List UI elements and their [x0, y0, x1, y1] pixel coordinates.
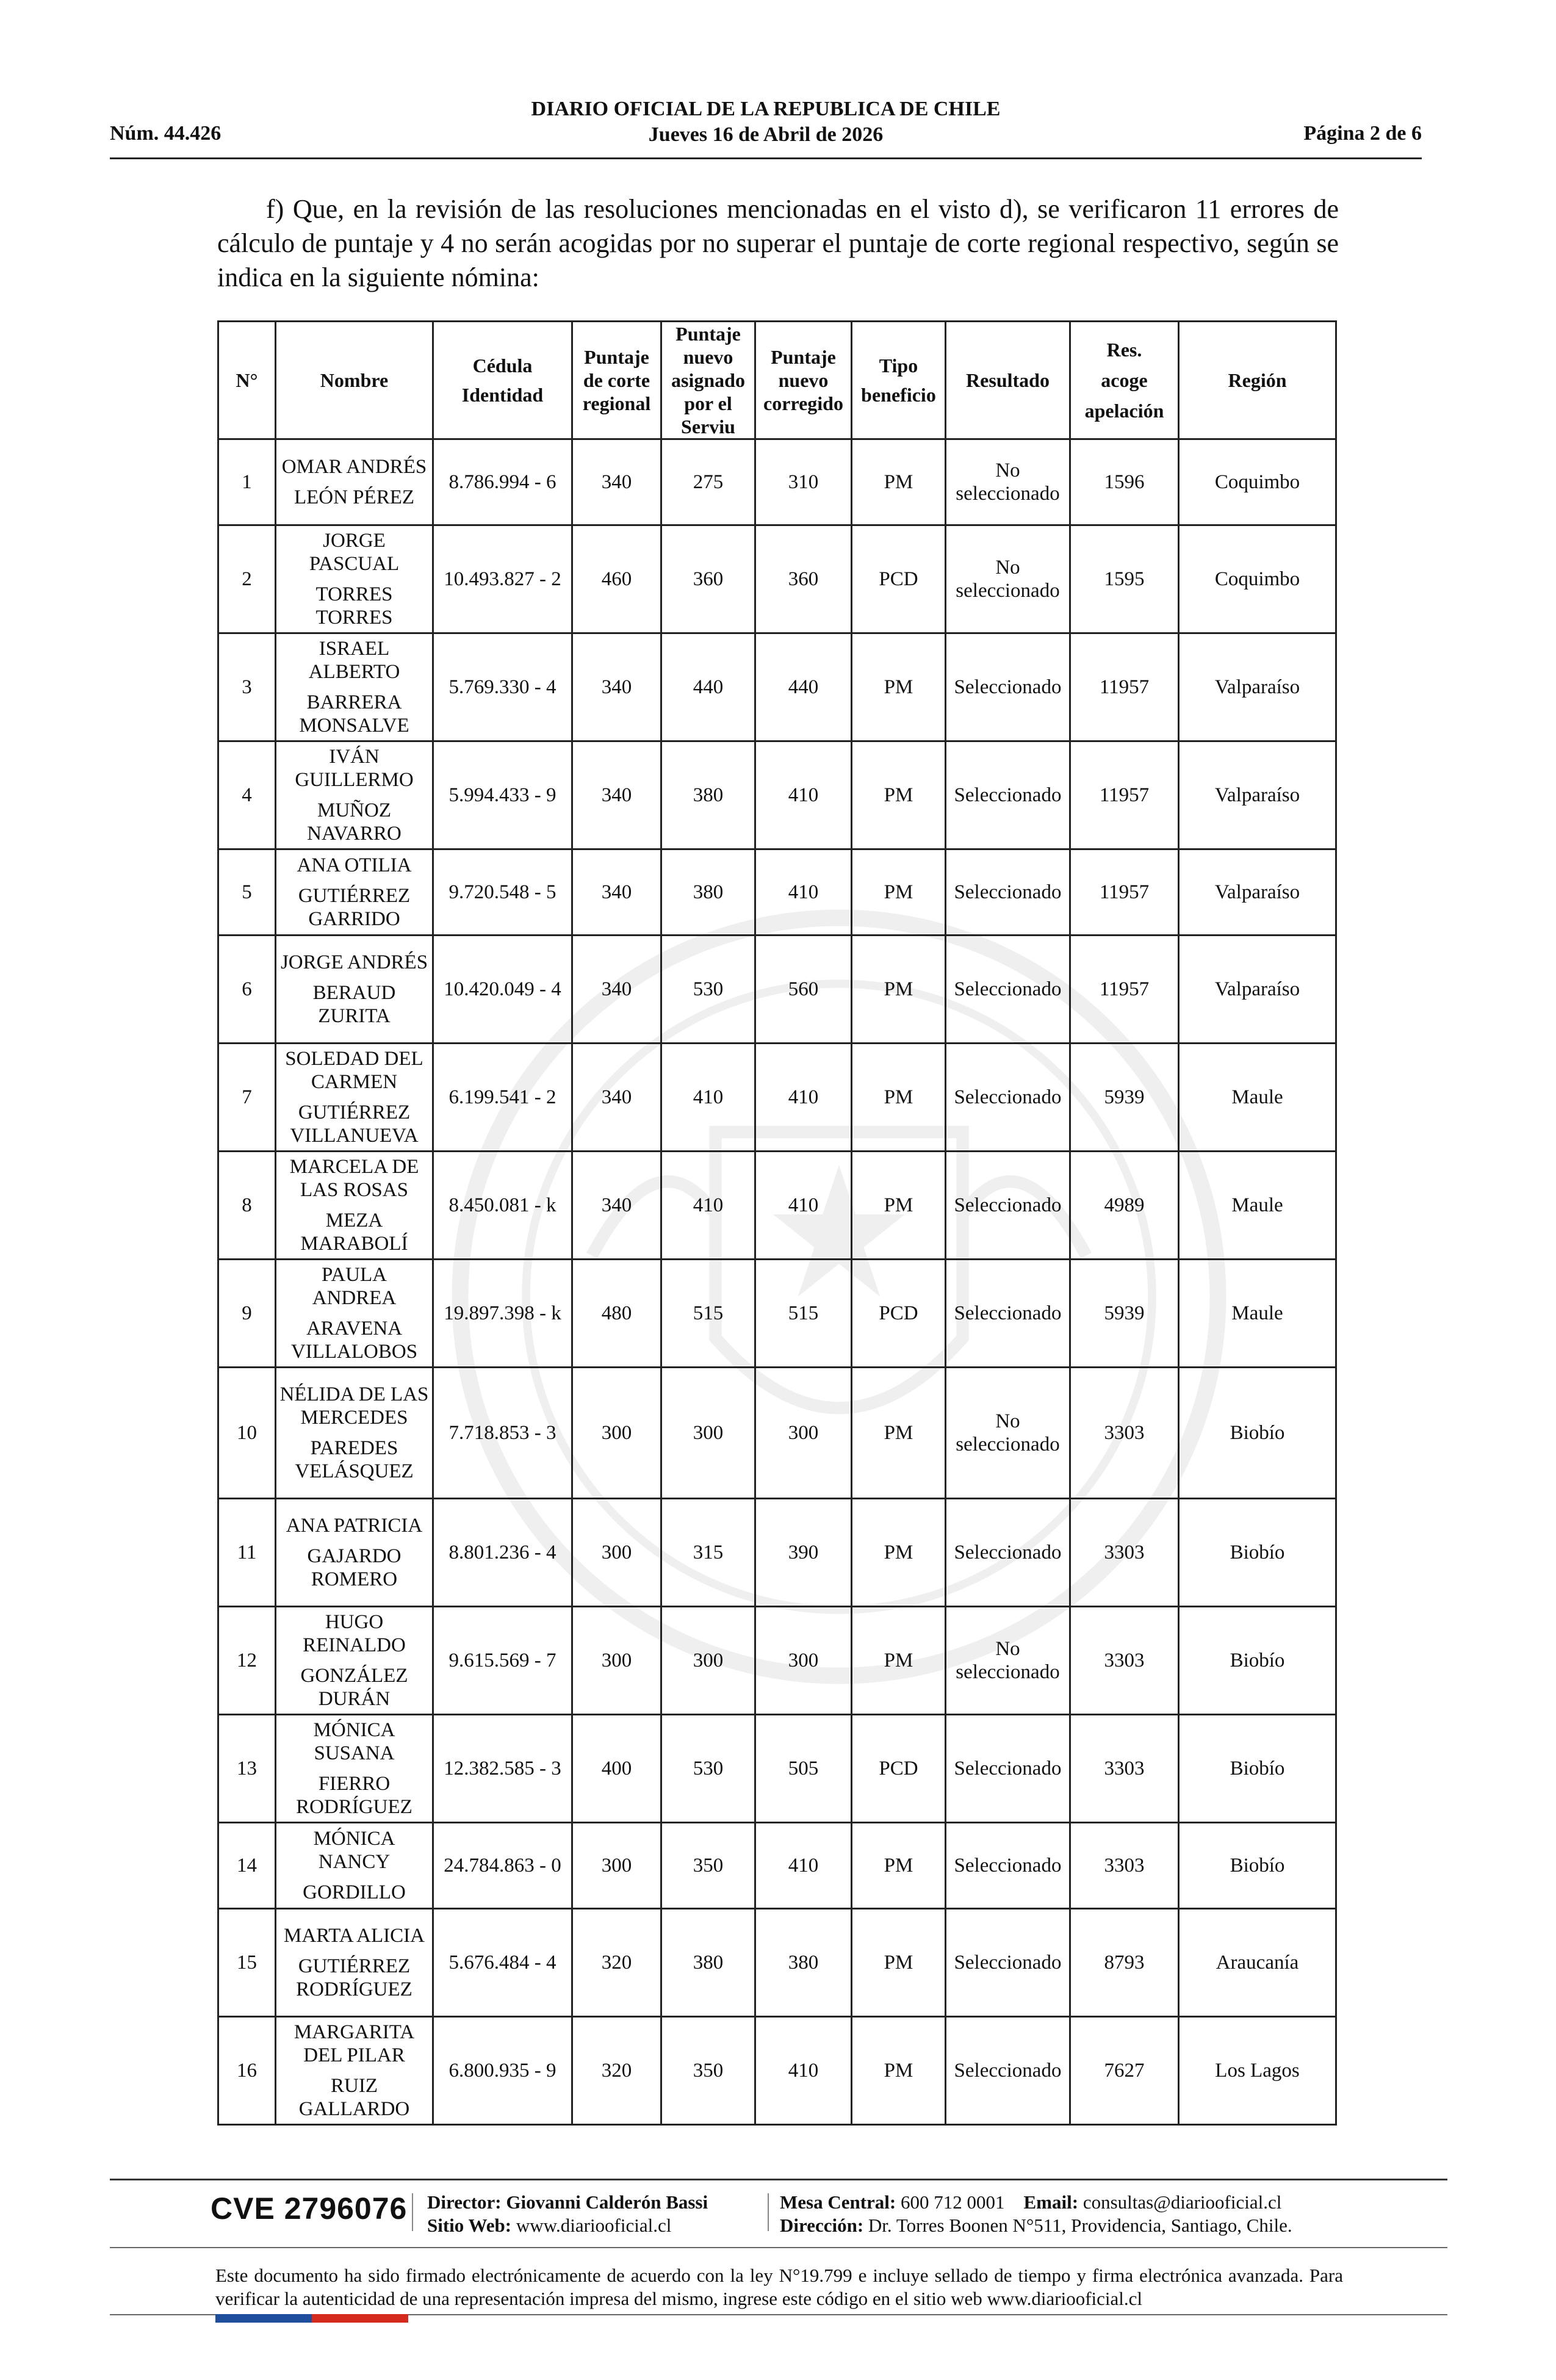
cell-cedula: 8.801.236 - 4: [433, 1499, 572, 1607]
cell-resultado: Seleccionado: [946, 1823, 1070, 1909]
cell-corregido: 390: [755, 1499, 852, 1607]
cell-region: Biobío: [1179, 1715, 1336, 1823]
table-row: [218, 1152, 1336, 1260]
cell-res: 3303: [1070, 1607, 1179, 1715]
cell-tipo: PM: [852, 1499, 946, 1607]
col-header-corte: [572, 322, 661, 439]
cell-nombre: [276, 633, 433, 741]
name-given: MARCELA DE LAS ROSAS: [289, 1156, 419, 1201]
page-header: [110, 92, 1422, 159]
name-surname: PAREDES VELÁSQUEZ: [295, 1437, 414, 1482]
cell-corregido: 440: [755, 633, 852, 741]
header-line: nuevo: [778, 369, 829, 391]
resolution-paragraph: f) Que, en la revisión de las resoluciones mencionadas en el visto d), se verificaron 11 errores de cálculo de puntaje y 4 no serán acogidas por no superar el puntaje de corte regional respectivo, según se indica en la siguiente nómina:: [217, 194, 1339, 292]
cell-region: Coquimbo: [1179, 439, 1336, 525]
name-given: NÉLIDA DE LAS MERCEDES: [279, 1383, 429, 1429]
cell-tipo: PM: [852, 1044, 946, 1152]
cell-n: 12: [218, 1607, 276, 1715]
name-given: MARGARITA DEL PILAR: [294, 2021, 415, 2066]
cell-region: Araucanía: [1179, 1909, 1336, 2017]
cell-tipo: PM: [852, 1909, 946, 2017]
table-row: [218, 936, 1336, 1044]
footer-top-rule: [110, 2179, 1447, 2180]
cell-n: 7: [218, 1044, 276, 1152]
cell-res: 3303: [1070, 1715, 1179, 1823]
director-label: Director:: [427, 2191, 502, 2213]
cell-cedula: 12.382.585 - 3: [433, 1715, 572, 1823]
cell-tipo: PM: [852, 849, 946, 936]
cell-nombre: [276, 1607, 433, 1715]
cell-nombre: [276, 439, 433, 525]
table-row: [218, 525, 1336, 633]
header-line: apelación: [1084, 400, 1164, 422]
name-surname: BERAUD ZURITA: [312, 982, 396, 1027]
cell-tipo: PM: [852, 633, 946, 741]
cell-asignado: 360: [661, 525, 755, 633]
email-link[interactable]: consultas@diariooficial.cl: [1082, 2191, 1282, 2213]
name-given: MÓNICA NANCY: [313, 1828, 395, 1873]
cell-resultado: Seleccionado: [946, 1909, 1070, 2017]
cell-resultado: Seleccionado: [946, 936, 1070, 1044]
name-surname: GONZÁLEZ DURÁN: [300, 1665, 408, 1710]
table-row: [218, 849, 1336, 936]
cell-resultado: Seleccionado: [946, 849, 1070, 936]
cell-resultado: No seleccionado: [946, 525, 1070, 633]
mesa-label: Mesa Central:: [780, 2191, 896, 2213]
cell-cedula: 7.718.853 - 3: [433, 1368, 572, 1499]
name-surname: GUTIÉRREZ GARRIDO: [298, 885, 411, 930]
name-given: ISRAEL ALBERTO: [308, 638, 400, 683]
cell-asignado: 530: [661, 1715, 755, 1823]
page-number: Página 2 de 6: [1303, 122, 1422, 145]
cell-corte: 340: [572, 1152, 661, 1260]
cell-cedula: 6.199.541 - 2: [433, 1044, 572, 1152]
cell-n: 15: [218, 1909, 276, 2017]
chile-flag-stripe-icon: [215, 2314, 408, 2323]
site-link[interactable]: www.diariooficial.cl: [516, 2215, 672, 2236]
cell-nombre: [276, 1909, 433, 2017]
cell-corte: 320: [572, 2017, 661, 2125]
cell-cedula: 9.720.548 - 5: [433, 849, 572, 936]
cell-n: 5: [218, 849, 276, 936]
flag-red-stripe: [312, 2314, 408, 2323]
table-row: [218, 633, 1336, 741]
name-surname: BARRERA MONSALVE: [299, 691, 409, 737]
flag-blue-stripe: [215, 2314, 312, 2323]
cell-asignado: 440: [661, 633, 755, 741]
cell-nombre: [276, 1260, 433, 1368]
cell-n: 1: [218, 439, 276, 525]
table-row: [218, 1607, 1336, 1715]
cell-tipo: PM: [852, 936, 946, 1044]
cell-tipo: PM: [852, 439, 946, 525]
cell-cedula: 19.897.398 - k: [433, 1260, 572, 1368]
table-row: [218, 1715, 1336, 1823]
cell-tipo: PM: [852, 741, 946, 849]
cell-corte: 320: [572, 1909, 661, 2017]
col-header-cedula: [433, 322, 572, 439]
name-given: IVÁN GUILLERMO: [295, 746, 414, 791]
cell-corregido: 505: [755, 1715, 852, 1823]
email-label: Email:: [1023, 2191, 1079, 2213]
header-line: Cédula: [472, 355, 533, 377]
cell-asignado: 350: [661, 2017, 755, 2125]
cell-corregido: 410: [755, 2017, 852, 2125]
cell-asignado: 300: [661, 1607, 755, 1715]
cell-res: 3303: [1070, 1499, 1179, 1607]
cell-nombre: [276, 1715, 433, 1823]
cell-region: Biobío: [1179, 1368, 1336, 1499]
cell-nombre: [276, 525, 433, 633]
name-surname: TORRES TORRES: [315, 583, 393, 629]
cell-tipo: PCD: [852, 525, 946, 633]
cell-n: 16: [218, 2017, 276, 2125]
col-header-corregido: [755, 322, 852, 439]
name-surname: GORDILLO: [303, 1881, 406, 1903]
contact-line: [780, 2191, 1292, 2214]
col-header-n: N°: [218, 322, 276, 439]
cell-asignado: 380: [661, 1909, 755, 2017]
cell-resultado: Seleccionado: [946, 1152, 1070, 1260]
header-line: Puntaje: [771, 346, 836, 368]
cell-res: 11957: [1070, 849, 1179, 936]
cell-nombre: [276, 1368, 433, 1499]
cell-res: 11957: [1070, 633, 1179, 741]
cell-resultado: No seleccionado: [946, 439, 1070, 525]
cell-resultado: Seleccionado: [946, 1044, 1070, 1152]
cell-corregido: 360: [755, 525, 852, 633]
cell-nombre: [276, 1044, 433, 1152]
cell-n: 9: [218, 1260, 276, 1368]
table-row: [218, 1260, 1336, 1368]
cell-nombre: [276, 1823, 433, 1909]
cell-region: Maule: [1179, 1152, 1336, 1260]
cell-corte: 300: [572, 1499, 661, 1607]
header-line: Puntaje: [584, 346, 649, 368]
cell-cedula: 5.994.433 - 9: [433, 741, 572, 849]
cell-resultado: Seleccionado: [946, 741, 1070, 849]
table-row: [218, 1368, 1336, 1499]
name-given: ANA OTILIA: [297, 854, 412, 876]
cell-region: Coquimbo: [1179, 525, 1336, 633]
header-line: Res.: [1106, 339, 1142, 361]
footer-separator: [412, 2193, 413, 2231]
header-line: Tipo: [879, 355, 918, 377]
cell-n: 11: [218, 1499, 276, 1607]
cell-nombre: [276, 1152, 433, 1260]
cell-resultado: Seleccionado: [946, 633, 1070, 741]
header-line: beneficio: [861, 384, 936, 406]
cell-resultado: Seleccionado: [946, 1715, 1070, 1823]
cell-region: Maule: [1179, 1260, 1336, 1368]
cell-corregido: 410: [755, 1152, 852, 1260]
table-row: [218, 1823, 1336, 1909]
name-surname: MUÑOZ NAVARRO: [307, 799, 402, 845]
cell-tipo: PM: [852, 1152, 946, 1260]
cell-corregido: 560: [755, 936, 852, 1044]
cell-asignado: 410: [661, 1044, 755, 1152]
cell-nombre: [276, 936, 433, 1044]
cell-corregido: 515: [755, 1260, 852, 1368]
cell-resultado: Seleccionado: [946, 1499, 1070, 1607]
name-given: JORGE ANDRÉS: [280, 951, 428, 973]
cell-cedula: 8.786.994 - 6: [433, 439, 572, 525]
table-row: [218, 1499, 1336, 1607]
mesa-phone: 600 712 0001: [901, 2191, 1005, 2213]
direccion-value: Dr. Torres Boonen N°511, Providencia, Santiago, Chile.: [868, 2215, 1292, 2236]
name-surname: ARAVENA VILLALOBOS: [290, 1318, 418, 1363]
cell-corte: 400: [572, 1715, 661, 1823]
name-surname: FIERRO RODRÍGUEZ: [296, 1773, 412, 1818]
cell-resultado: No seleccionado: [946, 1368, 1070, 1499]
cell-cedula: 6.800.935 - 9: [433, 2017, 572, 2125]
name-given: SOLEDAD DEL CARMEN: [285, 1048, 423, 1093]
cell-n: 13: [218, 1715, 276, 1823]
col-header-resultado: Resultado: [946, 322, 1070, 439]
cell-nombre: [276, 741, 433, 849]
cell-asignado: 380: [661, 849, 755, 936]
cell-n: 8: [218, 1152, 276, 1260]
cell-n: 6: [218, 936, 276, 1044]
nomina-table: [217, 320, 1337, 2126]
col-header-region: Región: [1179, 322, 1336, 439]
cell-corte: 340: [572, 1044, 661, 1152]
name-surname: RUIZ GALLARDO: [298, 2075, 410, 2120]
header-line: nuevo: [683, 346, 733, 368]
table-header-row: [218, 322, 1336, 439]
newspaper-title: DIARIO OFICIAL DE LA REPUBLICA DE CHILE: [531, 98, 1001, 120]
cell-corregido: 310: [755, 439, 852, 525]
name-surname: GUTIÉRREZ RODRÍGUEZ: [296, 1955, 412, 2000]
table-row: [218, 2017, 1336, 2125]
cell-region: Biobío: [1179, 1499, 1336, 1607]
cell-cedula: 9.615.569 - 7: [433, 1607, 572, 1715]
site-line: [427, 2214, 708, 2237]
name-surname: GUTIÉRREZ VILLANUEVA: [290, 1102, 419, 1147]
cell-nombre: [276, 1499, 433, 1607]
cell-asignado: 315: [661, 1499, 755, 1607]
cell-res: 3303: [1070, 1368, 1179, 1499]
cell-region: Valparaíso: [1179, 936, 1336, 1044]
cell-corregido: 410: [755, 1044, 852, 1152]
cell-region: Los Lagos: [1179, 2017, 1336, 2125]
col-header-asignado: [661, 322, 755, 439]
name-given: HUGO REINALDO: [303, 1611, 406, 1656]
address-line: [780, 2214, 1292, 2237]
header-line: asignado: [671, 369, 745, 391]
director-name: Giovanni Calderón Bassi: [506, 2191, 708, 2213]
cell-res: 4989: [1070, 1152, 1179, 1260]
name-given: OMAR ANDRÉS: [281, 456, 427, 478]
footer-separator: [768, 2193, 769, 2231]
cell-corte: 300: [572, 1607, 661, 1715]
cell-corte: 340: [572, 849, 661, 936]
table-row: [218, 1044, 1336, 1152]
cell-tipo: PM: [852, 2017, 946, 2125]
name-given: ANA PATRICIA: [286, 1515, 423, 1537]
cell-corregido: 410: [755, 849, 852, 936]
cell-res: 8793: [1070, 1909, 1179, 2017]
name-given: MÓNICA SUSANA: [313, 1719, 395, 1764]
name-surname: GAJARDO ROMERO: [307, 1545, 402, 1590]
cell-corte: 300: [572, 1368, 661, 1499]
cell-corte: 480: [572, 1260, 661, 1368]
cell-corregido: 300: [755, 1368, 852, 1499]
header-title-block: [110, 96, 1422, 148]
header-line: por el: [684, 392, 732, 414]
cell-res: 7627: [1070, 2017, 1179, 2125]
cell-res: 11957: [1070, 741, 1179, 849]
cell-corte: 340: [572, 439, 661, 525]
cell-res: 5939: [1070, 1260, 1179, 1368]
cve-code: CVE 2796076: [211, 2191, 408, 2226]
cell-n: 2: [218, 525, 276, 633]
cell-res: 3303: [1070, 1823, 1179, 1909]
name-surname: MEZA MARABOLÍ: [300, 1210, 408, 1255]
issue-number: Núm. 44.426: [110, 122, 222, 145]
cell-n: 10: [218, 1368, 276, 1499]
cell-tipo: PM: [852, 1823, 946, 1909]
cell-resultado: Seleccionado: [946, 2017, 1070, 2125]
cell-res: 1596: [1070, 439, 1179, 525]
cell-tipo: PCD: [852, 1715, 946, 1823]
header-line: acoge: [1101, 369, 1148, 391]
cell-cedula: 24.784.863 - 0: [433, 1823, 572, 1909]
cell-asignado: 530: [661, 936, 755, 1044]
cell-corte: 340: [572, 936, 661, 1044]
cell-res: 5939: [1070, 1044, 1179, 1152]
cell-tipo: PCD: [852, 1260, 946, 1368]
cell-asignado: 380: [661, 741, 755, 849]
table-row: [218, 1909, 1336, 2017]
col-header-tipo: [852, 322, 946, 439]
cell-corte: 340: [572, 741, 661, 849]
cell-region: Valparaíso: [1179, 633, 1336, 741]
cell-asignado: 300: [661, 1368, 755, 1499]
cell-cedula: 10.420.049 - 4: [433, 936, 572, 1044]
cell-cedula: 10.493.827 - 2: [433, 525, 572, 633]
legal-notice: Este documento ha sido firmado electrónicamente de acuerdo con la ley N°19.799 e incluye sellado de tiempo y firma electrónica avanzada. Para verificar la autenticidad de una representación impresa del mismo, ingrese este código en el sitio web www.diariooficial.cl: [215, 2265, 1343, 2309]
cell-res: 1595: [1070, 525, 1179, 633]
cell-region: Valparaíso: [1179, 849, 1336, 936]
cell-asignado: 515: [661, 1260, 755, 1368]
director-line: [427, 2191, 708, 2214]
footer-mid-rule: [110, 2247, 1447, 2248]
issue-date: Jueves 16 de Abril de 2026: [648, 123, 884, 146]
cell-cedula: 5.676.484 - 4: [433, 1909, 572, 2017]
header-line: corregido: [763, 392, 843, 414]
direccion-label: Dirección:: [780, 2215, 864, 2236]
header-line: regional: [582, 392, 651, 414]
col-header-nombre: Nombre: [276, 322, 433, 439]
cell-n: 14: [218, 1823, 276, 1909]
cell-resultado: Seleccionado: [946, 1260, 1070, 1368]
cell-resultado: No seleccionado: [946, 1607, 1070, 1715]
cell-tipo: PM: [852, 1607, 946, 1715]
cell-region: Biobío: [1179, 1823, 1336, 1909]
table-row: [218, 439, 1336, 525]
cell-region: Valparaíso: [1179, 741, 1336, 849]
cell-n: 4: [218, 741, 276, 849]
cell-corte: 460: [572, 525, 661, 633]
cell-corregido: 410: [755, 741, 852, 849]
header-line: Identidad: [461, 384, 544, 406]
cell-region: Biobío: [1179, 1607, 1336, 1715]
header-line: Puntaje: [675, 323, 741, 345]
header-line: de corte: [583, 369, 650, 391]
cell-res: 11957: [1070, 936, 1179, 1044]
table-row: [218, 741, 1336, 849]
cell-cedula: 5.769.330 - 4: [433, 633, 572, 741]
cell-asignado: 350: [661, 1823, 755, 1909]
cell-cedula: 8.450.081 - k: [433, 1152, 572, 1260]
name-given: JORGE PASCUAL: [309, 530, 400, 575]
site-label: Sitio Web:: [427, 2215, 512, 2236]
cell-corte: 340: [572, 633, 661, 741]
cell-asignado: 410: [661, 1152, 755, 1260]
col-header-res: [1070, 322, 1179, 439]
cell-corregido: 300: [755, 1607, 852, 1715]
name-given: MARTA ALICIA: [284, 1925, 425, 1947]
cell-corregido: 410: [755, 1823, 852, 1909]
cell-nombre: [276, 849, 433, 936]
header-line: Serviu: [681, 416, 735, 438]
cell-nombre: [276, 2017, 433, 2125]
cell-tipo: PM: [852, 1368, 946, 1499]
name-given: PAULA ANDREA: [312, 1264, 397, 1309]
cell-asignado: 275: [661, 439, 755, 525]
cell-region: Maule: [1179, 1044, 1336, 1152]
footer-director-block: [427, 2191, 708, 2237]
cell-n: 3: [218, 633, 276, 741]
name-surname: LEÓN PÉREZ: [294, 486, 415, 508]
cell-corte: 300: [572, 1823, 661, 1909]
footer-contact-block: [780, 2191, 1292, 2237]
cell-corregido: 380: [755, 1909, 852, 2017]
